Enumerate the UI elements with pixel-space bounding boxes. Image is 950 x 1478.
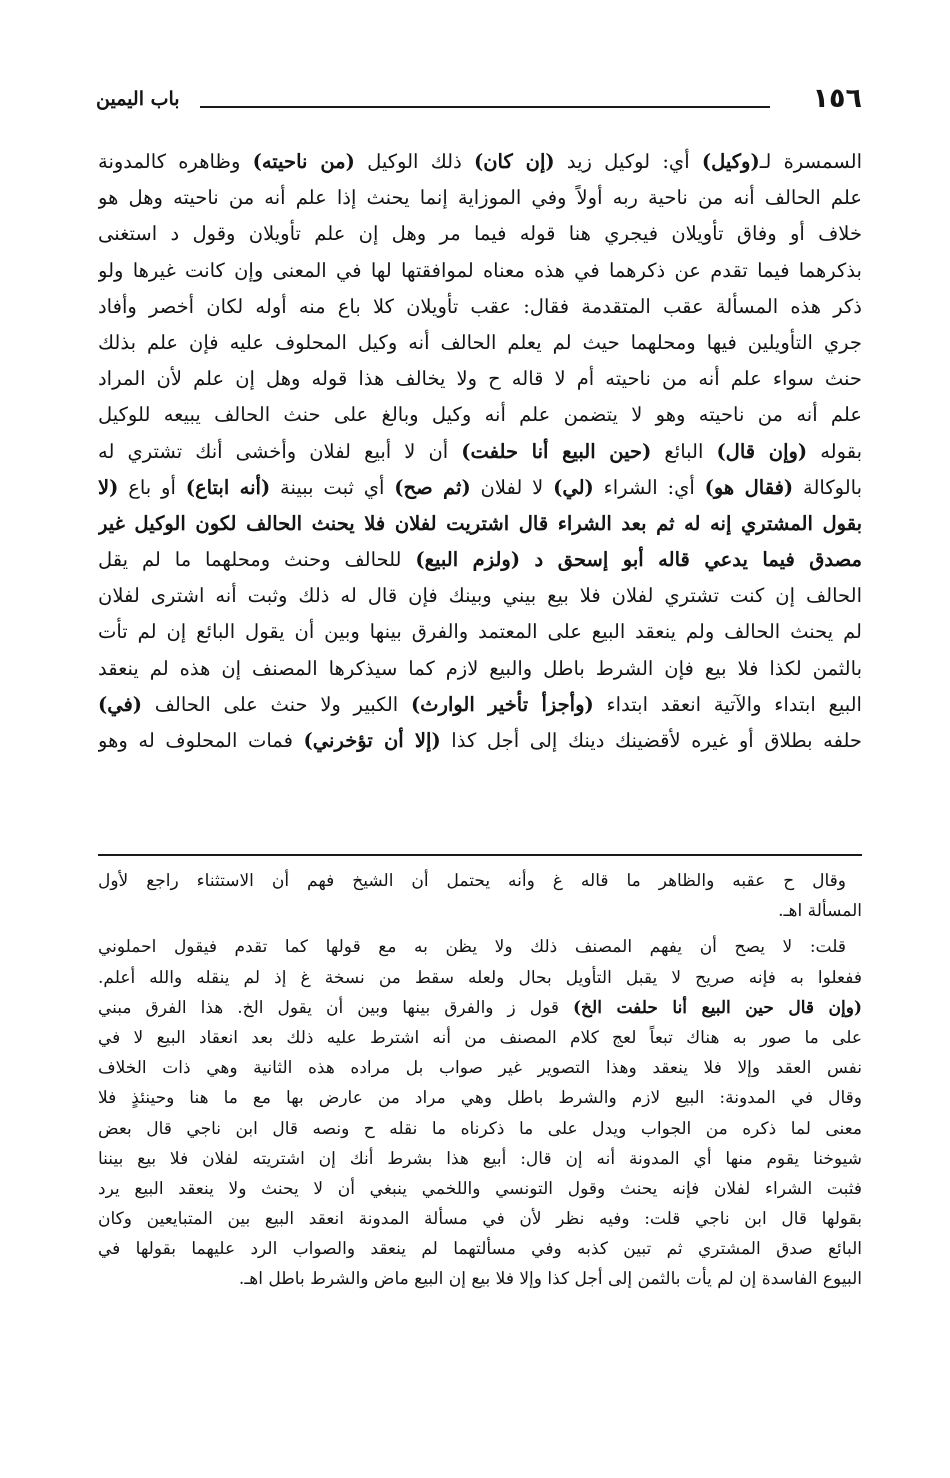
body-line: مصدق فيما يدعي قاله أبو إسحق د (ولزم البيع) للحالف وحنث ومحلهما ما لم يقل [98,548,862,572]
footnote-line: قلت: لا يصح أن يفهم المصنف ذلك ولا يظن به مع قولها كما تقدم فيقول احملوني [98,937,846,958]
footnote-paragraph [98,932,862,1294]
running-header [96,82,862,116]
footnote-line: البيوع الفاسدة إن لم يأت بالثمن إلى أجل كذا وإلا فلا بيع إن البيع ماض والشرط باطل اهـ. [238,1269,862,1290]
body-line: البيع ابتداء والآتية انعقد ابتداء (وأجزأ تأخير الوارث) الكبير ولا حنث على الحالف (في) [98,692,862,716]
body-line: علم أنه من ناحيته وهو لا يتضمن علم أنه وكيل وبالغ على حنث الحالف يبيعه للوكيل [98,403,862,427]
body-line: الحالف إن كنت تشتري لفلان فلا بيع بيني وبينك فإن قال له ذلك وثبت أنه اشترى لفلان [98,584,862,608]
footnote-line: معنى لما ذكره من الجواب ويدل على ما ذكرناه ما نقله ح ونصه قال ابن ناجي قال بعض [98,1118,862,1139]
footnote-line: على ما صور به هناك تبعاً لعج كلام المصنف من أنه اشترط عليه ذلك بعد انعقاد البيع لا في [98,1027,862,1048]
footnote-line: المسألة اهـ. [778,901,862,922]
body-line: حلفه بطلاق أو غيره لأقضينك دينك إلى أجل كذا (إلا أن تؤخرني) فمات المحلوف له وهو [98,729,862,752]
page-number: ١٥٦ [812,83,862,114]
body-line: بالوكالة (فقال هو) أي: الشراء (لي) لا لفلان (ثم صح) أي ثبت ببينة (أنه ابتاع) أو باع (لا [98,475,862,499]
main-body-text [98,144,862,759]
footnote-line: وقال في المدونة: البيع لازم والشرط باطل وهي مراد من عارض بها مع ما هنا وحينئذٍ فلا [98,1088,862,1109]
body-line: ذكر هذه المسألة عقب المتقدمة فقال: عقب تأويلان كلا باع منه أوله لكان أخصر وأفاد [98,294,862,318]
footnote-separator [98,854,862,856]
body-line: بقوله (وإن قال) البائع (حين البيع أنا حلفت) أن لا أبيع لفلان وأخشى أنك تشتري له [98,439,862,463]
body-line: حنث سواء علم أنه من ناحيته أم لا قاله ح ولا يخالف هذا قوله وهل إن علم لأن المراد [98,367,862,391]
footnote-line: بقولها قال ابن ناجي قلت: وفيه نظر لأن في مسألة المدونة انعقد البيع بين المتبايعين وكان [98,1209,862,1230]
footnote-line: البائع صدق المشتري ثم تبين كذبه وفي مسألتهما لم ينعقد والصواب الرد عليهما بقولها في [98,1239,862,1260]
body-line: جري التأويلين فيها ومحلهما حيث لم يعلم الحالف أنه وكيل المحلوف عليه فإن علم بذلك [98,330,862,354]
header-rule [200,106,770,108]
footnote-line: ففعلوا به فإنه صريح لا يقبل التأويل بحال ولعله سقط من نسخة غ إذ لم ينقله والله أعلم. [98,967,862,988]
body-line: بذكرهما فيما تقدم عن ذكرهما في هذه معناه لموافقتها لها في المعنى وإن كانت غيرها ولو [98,258,862,282]
footnote-line: وقال ح عقبه والظاهر ما قاله غ وأنه يحتمل أن الشيخ فهم أن الاستثناء راجع لأول [98,871,846,891]
footnote-line: شيوخنا يقوم منها أي المدونة أنه إن قال: أبيع هذا بشرط أنك إن اشتريته لفلان فلا بيع بيننا [98,1148,862,1169]
footnote-line: نفس العقد وإلا فلا ينعقد وهذا التصوير غير صواب بل مراده هذه الثانية وهي ذات الخلاف [98,1058,862,1079]
chapter-title: باب اليمين [96,88,180,110]
footnotes-section [98,866,862,1301]
body-line: خلاف أو وفاق تأويلان فيجري هنا قوله فيما مر وهل إن علم تأويلان وقول د استغنى [98,222,862,246]
footnote-paragraph [98,866,862,926]
body-line: بالثمن لكذا فلا بيع فإن الشرط باطل والبيع لازم كما سيذكرها المصنف إن هذه لم ينعقد [98,656,862,680]
footnote-line: (وإن قال حين البيع أنا حلفت الخ) قول ز والفرق بينها وبين أن يقول الخ. هذا الفرق مبني [98,997,862,1018]
body-line: بقول المشتري إنه له ثم بعد الشراء قال اشتريت لفلان فلا يحنث الحالف لكون الوكيل غير [98,511,862,535]
body-line: السمسرة لـ(وكيل) أي: لوكيل زيد (إن كان) ذلك الوكيل (من ناحيته) وظاهره كالمدونة [98,150,862,173]
footnote-line: فثبت الشراء لفلان فإنه يحنث وقول التونسي واللخمي ينبغي أن لا يحنث ولا ينعقد البيع يرد [98,1178,862,1199]
body-line: علم الحالف أنه من ناحية ربه أولاً وفي الموزاية إنما يحنث إذا علم أنه من ناحيته وهل هو [98,186,862,210]
body-line: لم يحنث الحالف ولم ينعقد البيع على المعتمد والفرق بينها وبين أن يقول البائع إن لم تأت [98,620,862,644]
